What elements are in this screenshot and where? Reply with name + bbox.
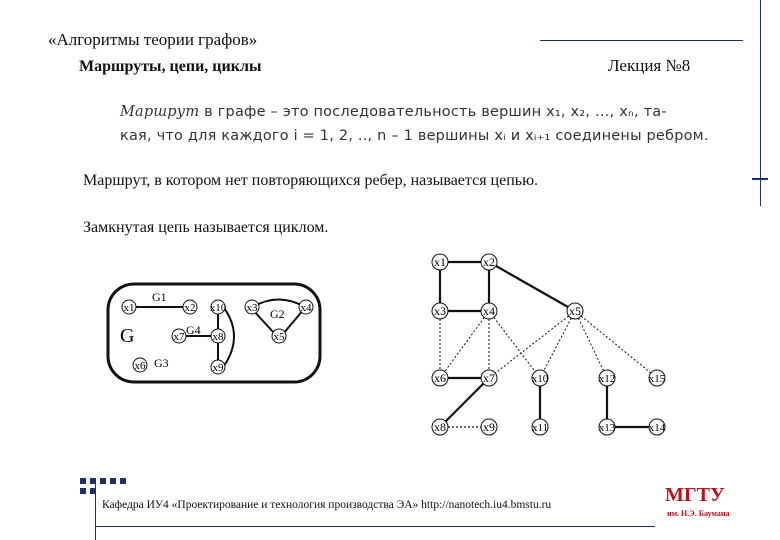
lecture-label: Лекция №8 [608,56,691,75]
vertex [599,370,616,386]
vertex [481,254,497,270]
edge [440,378,489,427]
definition-line-2: кая, что для каждого i = 1, 2, .., n – 1 вершины xᵢ и xᵢ₊₁ соединены ребром. [120,128,709,144]
footer-square [120,478,126,484]
component-label-g3: G3 [154,356,169,370]
university-logo-subtitle: им. Н.Э. Баумана [667,509,730,518]
svg-text:x7: x7 [173,331,185,343]
vertex [567,303,583,319]
right-graph [420,245,680,445]
component-label-g1: G1 [152,290,167,304]
edge [224,308,234,366]
edge [489,262,575,311]
footer-square [110,478,116,484]
vertex [481,419,497,435]
svg-text:x3: x3 [434,304,446,318]
svg-text:x3: x3 [246,302,258,314]
svg-text:x6: x6 [134,360,146,372]
svg-text:x6: x6 [434,371,446,385]
svg-text:x4: x4 [483,304,495,318]
vertex [532,419,548,435]
component-label-g2: G2 [270,307,285,321]
svg-text:x14: x14 [648,422,666,434]
svg-text:x13: x13 [598,422,616,434]
vertex [211,360,225,374]
svg-text:x7: x7 [483,371,495,385]
dashed-edges [440,311,657,378]
svg-text:x1: x1 [123,302,135,314]
vertex [649,370,666,386]
component-label-g4: G4 [186,323,201,337]
svg-text:x15: x15 [648,373,666,385]
svg-text:x9: x9 [212,362,224,374]
vertex [172,329,186,343]
vertex [183,300,197,314]
right-rule [760,0,761,206]
vertex [481,303,497,319]
vertex [272,329,286,343]
footer-text: Кафедра ИУ4 «Проектирование и технология производства ЭА» http://nanotech.iu4.bmstu.ru [102,499,552,511]
right-rule-tick [752,178,768,180]
definition-line-1-text: в графе – это последовательность вершин x₁, x₂, …, xₙ, та- [199,104,667,120]
vertex [299,300,313,314]
vertex [210,300,227,314]
svg-text:x9: x9 [483,420,495,434]
left-graph [100,270,360,390]
svg-text:x8: x8 [212,331,224,343]
svg-text:x5: x5 [273,331,285,343]
vertex [245,300,259,314]
svg-text:x1: x1 [434,255,446,269]
svg-text:x10: x10 [531,373,549,385]
svg-text:x4: x4 [300,302,312,314]
vertex [432,370,448,386]
vertex [432,303,448,319]
course-title: «Алгоритмы теории графов» [48,30,258,49]
footer-rule-horizontal [95,526,655,527]
vertex [211,329,225,343]
vertex [649,419,666,435]
footer-square [100,478,106,484]
chain-definition: Маршрут, в котором нет повторяющихся ребер, называется цепью. [83,172,539,189]
vertex [122,300,136,314]
vertex [432,419,448,435]
svg-text:x12: x12 [598,373,616,385]
vertex [133,358,147,372]
cycle-definition: Замкнутая цепь называется циклом. [83,219,329,236]
definition-term: Маршрут [120,104,200,120]
vertex [432,254,448,270]
header-rule [540,40,743,41]
topic-title: Маршруты, цепи, циклы [79,58,262,75]
svg-text:x8: x8 [434,420,446,434]
svg-text:x2: x2 [184,302,196,314]
vertex [532,370,549,386]
definition-line-1 [120,104,667,120]
svg-text:x10: x10 [209,302,227,314]
svg-text:x11: x11 [531,422,549,434]
university-logo: МГТУ [665,484,725,506]
footer-rule-vertical [95,480,96,540]
svg-text:x5: x5 [569,304,581,318]
footer-square [80,478,86,484]
footer-square [80,488,86,494]
edge [253,300,305,308]
graph-label: G [120,325,135,347]
svg-text:x2: x2 [483,255,495,269]
vertex [481,370,497,386]
vertex [599,419,616,435]
